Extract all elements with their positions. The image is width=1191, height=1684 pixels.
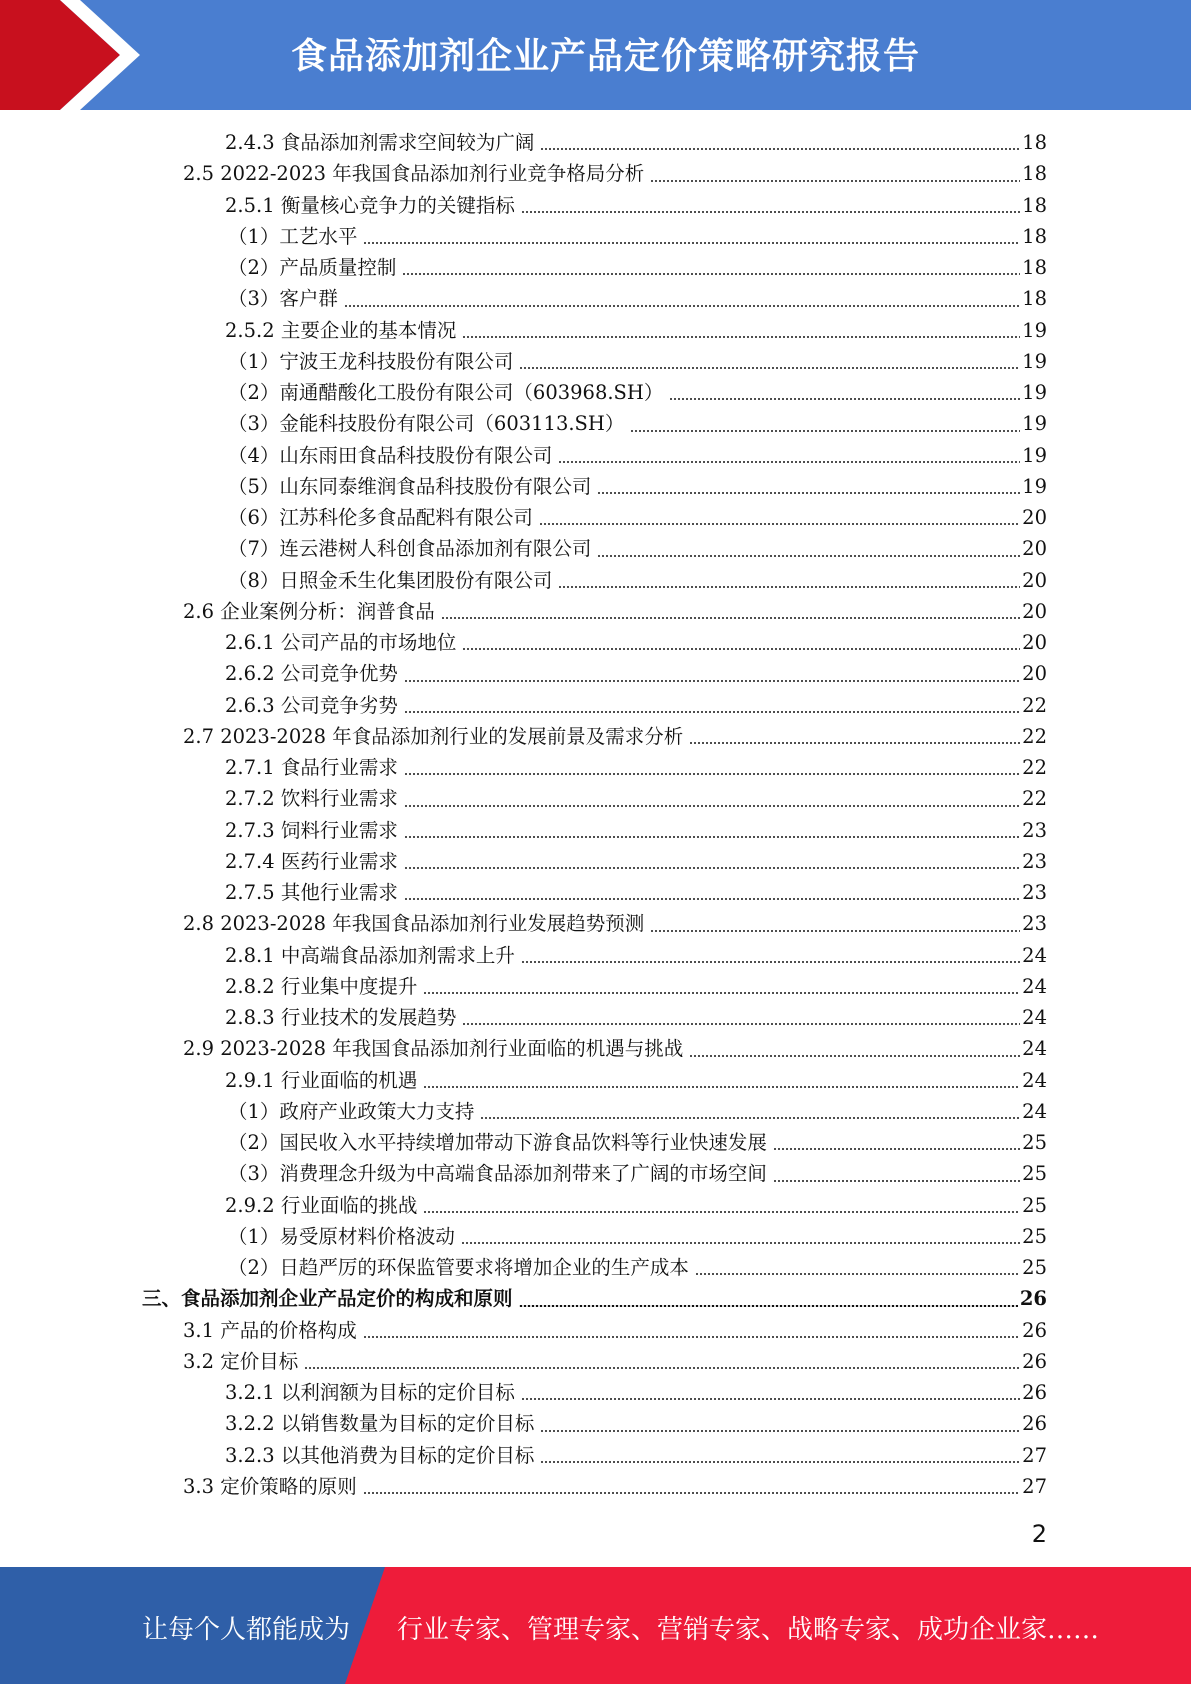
toc-entry-title: （3）客户群 (228, 287, 338, 311)
toc-entry-page: 25 (1022, 1162, 1047, 1186)
toc-entry-page: 27 (1022, 1474, 1047, 1498)
toc-entry-page: 19 (1022, 474, 1047, 498)
toc-entry[interactable] (0, 158, 1191, 189)
toc-entry-page: 26 (1022, 1381, 1047, 1405)
toc-dot-leader (540, 148, 1020, 150)
toc-dot-leader (521, 961, 1020, 963)
toc-entry[interactable] (0, 533, 1191, 564)
toc-dot-leader (695, 1273, 1020, 1275)
toc-entry-page: 18 (1022, 162, 1047, 186)
toc-entry-page: 25 (1022, 1224, 1047, 1248)
toc-dot-leader (423, 1086, 1020, 1088)
toc-dot-leader (423, 1211, 1020, 1213)
toc-entry[interactable] (0, 221, 1191, 252)
toc-dot-leader (773, 1180, 1020, 1182)
page-number: 2 (1031, 1520, 1047, 1548)
page-footer (0, 1567, 1191, 1684)
toc-dot-leader (363, 1492, 1020, 1494)
toc-entry-page: 26 (1022, 1349, 1047, 1373)
toc-entry-page: 19 (1022, 318, 1047, 342)
toc-dot-leader (461, 1242, 1020, 1244)
toc-entry[interactable] (0, 877, 1191, 908)
toc-entry[interactable] (0, 377, 1191, 408)
toc-entry-page: 18 (1022, 256, 1047, 280)
toc-entry-page: 18 (1022, 287, 1047, 311)
toc-entry[interactable] (0, 565, 1191, 596)
toc-entry-title: 2.8 2023-2028 年我国食品添加剂行业发展趋势预测 (183, 912, 645, 936)
toc-entry-title: 2.7.2 饮料行业需求 (225, 787, 398, 811)
toc-entry[interactable] (0, 1315, 1191, 1346)
toc-entry-page: 24 (1022, 1037, 1047, 1061)
toc-entry-title: 3.3 定价策略的原则 (183, 1474, 357, 1498)
report-title: 食品添加剂企业产品定价策略研究报告 (290, 36, 920, 77)
toc-entry-title: 2.4.3 食品添加剂需求空间较为广阔 (225, 131, 535, 155)
toc-entry-title: 2.6.3 公司竞争劣势 (225, 693, 398, 717)
toc-entry-page: 26 (1022, 1412, 1047, 1436)
toc-dot-leader (669, 398, 1020, 400)
toc-entry-page: 20 (1022, 662, 1047, 686)
toc-dot-leader (540, 1461, 1020, 1463)
toc-dot-leader (558, 586, 1020, 588)
toc-entry[interactable] (0, 1158, 1191, 1189)
toc-entry-page: 20 (1022, 537, 1047, 561)
toc-entry-page: 23 (1022, 849, 1047, 873)
toc-entry-page: 23 (1022, 881, 1047, 905)
toc-entry[interactable] (0, 971, 1191, 1002)
toc-entry-title: （8）日照金禾生化集团股份有限公司 (228, 568, 553, 592)
toc-dot-leader (363, 242, 1020, 244)
toc-entry[interactable] (0, 346, 1191, 377)
toc-entry-page: 20 (1022, 568, 1047, 592)
toc-entry-page: 24 (1022, 1068, 1047, 1092)
toc-dot-leader (689, 742, 1020, 744)
toc-entry-page: 22 (1022, 756, 1047, 780)
page-header (0, 0, 1191, 110)
toc-entry[interactable] (0, 127, 1191, 158)
toc-entry-page: 20 (1022, 506, 1047, 530)
toc-entry-page: 25 (1022, 1193, 1047, 1217)
toc-entry-title: （6）江苏科伦多食品配料有限公司 (228, 506, 533, 530)
toc-entry[interactable] (0, 408, 1191, 439)
toc-entry-title: （1）易受原材料价格波动 (228, 1224, 455, 1248)
toc-entry-title: （3）消费理念升级为中高端食品添加剂带来了广阔的市场空间 (228, 1162, 767, 1186)
toc-entry[interactable] (0, 1221, 1191, 1252)
toc-entry-title: 2.8.1 中高端食品添加剂需求上升 (225, 943, 515, 967)
toc-entry-title: 2.5 2022-2023 年我国食品添加剂行业竞争格局分析 (183, 162, 645, 186)
toc-dot-leader (539, 523, 1020, 525)
toc-dot-leader (462, 648, 1020, 650)
toc-entry-page: 26 (1022, 1318, 1047, 1342)
toc-entry-title: 3.2.1 以利润额为目标的定价目标 (225, 1381, 515, 1405)
toc-entry-title: （1）工艺水平 (228, 224, 358, 248)
toc-dot-leader (521, 211, 1020, 213)
toc-entry[interactable] (0, 1346, 1191, 1377)
toc-entry[interactable] (0, 721, 1191, 752)
toc-dot-leader (558, 461, 1020, 463)
toc-entry[interactable] (0, 1471, 1191, 1502)
toc-dot-leader (480, 1117, 1020, 1119)
toc-dot-leader (344, 305, 1020, 307)
toc-entry[interactable] (0, 752, 1191, 783)
toc-entry[interactable] (0, 1408, 1191, 1439)
toc-entry-page: 19 (1022, 349, 1047, 373)
toc-entry-title: （3）金能科技股份有限公司（603113.SH） (228, 412, 625, 436)
toc-dot-leader (404, 711, 1020, 713)
toc-entry-title: （4）山东雨田食品科技股份有限公司 (228, 443, 553, 467)
toc-entry-title: （5）山东同泰维润食品科技股份有限公司 (228, 474, 592, 498)
toc-dot-leader (363, 1336, 1020, 1338)
toc-entry-page: 22 (1022, 724, 1047, 748)
toc-entry-title: 2.7.5 其他行业需求 (225, 881, 398, 905)
toc-dot-leader (304, 1367, 1020, 1369)
toc-entry[interactable] (0, 690, 1191, 721)
toc-dot-leader (423, 992, 1020, 994)
toc-entry[interactable] (0, 502, 1191, 533)
toc-entry-page: 18 (1022, 224, 1047, 248)
toc-dot-leader (597, 555, 1020, 557)
toc-entry-title: 2.9.1 行业面临的机遇 (225, 1068, 418, 1092)
toc-entry-title: 3.2 定价目标 (183, 1349, 299, 1373)
toc-entry[interactable] (0, 315, 1191, 346)
toc-entry-title: 2.6.2 公司竞争优势 (225, 662, 398, 686)
toc-entry-title: 2.5.1 衡量核心竞争力的关键指标 (225, 193, 515, 217)
toc-entry-title: 2.7.3 饲料行业需求 (225, 818, 398, 842)
toc-entry[interactable] (0, 1096, 1191, 1127)
toc-dot-leader (404, 898, 1020, 900)
toc-entry-title: 3.2.2 以销售数量为目标的定价目标 (225, 1412, 535, 1436)
toc-entry-title: 2.6 企业案例分析：润普食品 (183, 599, 435, 623)
toc-entry-title: 2.6.1 公司产品的市场地位 (225, 631, 457, 655)
toc-entry[interactable] (0, 1190, 1191, 1221)
toc-dot-leader (597, 492, 1020, 494)
toc-entry[interactable] (0, 908, 1191, 939)
table-of-contents (0, 127, 1191, 1502)
toc-entry-title: （2）南通醋酸化工股份有限公司（603968.SH） (228, 381, 664, 405)
toc-dot-leader (519, 367, 1020, 369)
toc-entry[interactable] (0, 252, 1191, 283)
toc-dot-leader (519, 1305, 1018, 1307)
toc-dot-leader (689, 1055, 1020, 1057)
toc-entry[interactable] (0, 440, 1191, 471)
toc-entry[interactable] (0, 940, 1191, 971)
toc-entry-page: 18 (1022, 193, 1047, 217)
toc-entry-title: （2）日趋严厉的环保监管要求将增加企业的生产成本 (228, 1256, 689, 1280)
toc-entry[interactable] (0, 283, 1191, 314)
toc-entry-page: 25 (1022, 1131, 1047, 1155)
toc-entry[interactable] (0, 1002, 1191, 1033)
toc-entry-title: 2.8.2 行业集中度提升 (225, 974, 418, 998)
toc-entry-page: 24 (1022, 1099, 1047, 1123)
toc-dot-leader (773, 1148, 1020, 1150)
toc-entry[interactable] (0, 1440, 1191, 1471)
toc-entry-page: 19 (1022, 412, 1047, 436)
toc-entry[interactable] (0, 471, 1191, 502)
toc-entry-page: 24 (1022, 1006, 1047, 1030)
toc-entry-title: 2.9.2 行业面临的挑战 (225, 1193, 418, 1217)
toc-entry[interactable] (0, 1377, 1191, 1408)
toc-dot-leader (540, 1430, 1020, 1432)
toc-dot-leader (404, 680, 1020, 682)
toc-entry[interactable] (0, 627, 1191, 658)
toc-entry[interactable] (0, 658, 1191, 689)
toc-entry-page: 27 (1022, 1443, 1047, 1467)
toc-entry-page: 18 (1022, 131, 1047, 155)
toc-entry[interactable] (0, 596, 1191, 627)
toc-dot-leader (441, 617, 1020, 619)
toc-entry[interactable] (0, 1252, 1191, 1283)
toc-dot-leader (404, 867, 1020, 869)
toc-entry-page: 23 (1022, 818, 1047, 842)
toc-dot-leader (521, 1398, 1020, 1400)
toc-entry-title: 三、食品添加剂企业产品定价的构成和原则 (142, 1287, 513, 1311)
toc-entry[interactable] (0, 783, 1191, 814)
footer-slogan-left: 让每个人都能成为 (142, 1615, 351, 1645)
toc-entry-title: 3.2.3 以其他消费为目标的定价目标 (225, 1443, 535, 1467)
toc-entry[interactable] (0, 1283, 1191, 1314)
toc-entry-page: 23 (1022, 912, 1047, 936)
toc-entry-page: 20 (1022, 599, 1047, 623)
toc-entry[interactable] (0, 1127, 1191, 1158)
toc-entry-title: （1）政府产业政策大力支持 (228, 1099, 475, 1123)
toc-entry[interactable] (0, 1065, 1191, 1096)
toc-entry-page: 24 (1022, 974, 1047, 998)
toc-dot-leader (402, 273, 1020, 275)
footer-slogan-right: 行业专家、管理专家、营销专家、战略专家、成功企业家…… (397, 1615, 1100, 1645)
toc-entry-page: 19 (1022, 443, 1047, 467)
toc-entry-page: 26 (1019, 1287, 1047, 1311)
toc-entry[interactable] (0, 1033, 1191, 1064)
toc-entry-title: 2.7.1 食品行业需求 (225, 756, 398, 780)
toc-entry-title: （7）连云港树人科创食品添加剂有限公司 (228, 537, 592, 561)
toc-dot-leader (404, 836, 1020, 838)
toc-entry-page: 19 (1022, 381, 1047, 405)
toc-entry[interactable] (0, 190, 1191, 221)
toc-entry-title: 3.1 产品的价格构成 (183, 1318, 357, 1342)
toc-entry[interactable] (0, 815, 1191, 846)
toc-dot-leader (650, 930, 1020, 932)
toc-entry-page: 20 (1022, 631, 1047, 655)
toc-entry-title: 2.5.2 主要企业的基本情况 (225, 318, 457, 342)
toc-entry-title: （1）宁波王龙科技股份有限公司 (228, 349, 514, 373)
toc-entry-title: （2）国民收入水平持续增加带动下游食品饮料等行业快速发展 (228, 1131, 767, 1155)
toc-dot-leader (630, 430, 1020, 432)
toc-dot-leader (462, 1023, 1020, 1025)
toc-dot-leader (462, 336, 1020, 338)
toc-entry-page: 22 (1022, 787, 1047, 811)
toc-entry-page: 24 (1022, 943, 1047, 967)
toc-entry-title: 2.9 2023-2028 年我国食品添加剂行业面临的机遇与挑战 (183, 1037, 684, 1061)
toc-entry-title: （2）产品质量控制 (228, 256, 397, 280)
toc-entry[interactable] (0, 846, 1191, 877)
toc-entry-title: 2.7.4 医药行业需求 (225, 849, 398, 873)
toc-entry-title: 2.7 2023-2028 年食品添加剂行业的发展前景及需求分析 (183, 724, 684, 748)
toc-entry-title: 2.8.3 行业技术的发展趋势 (225, 1006, 457, 1030)
toc-entry-page: 22 (1022, 693, 1047, 717)
toc-dot-leader (650, 180, 1020, 182)
toc-dot-leader (404, 805, 1020, 807)
toc-entry-page: 25 (1022, 1256, 1047, 1280)
toc-dot-leader (404, 773, 1020, 775)
